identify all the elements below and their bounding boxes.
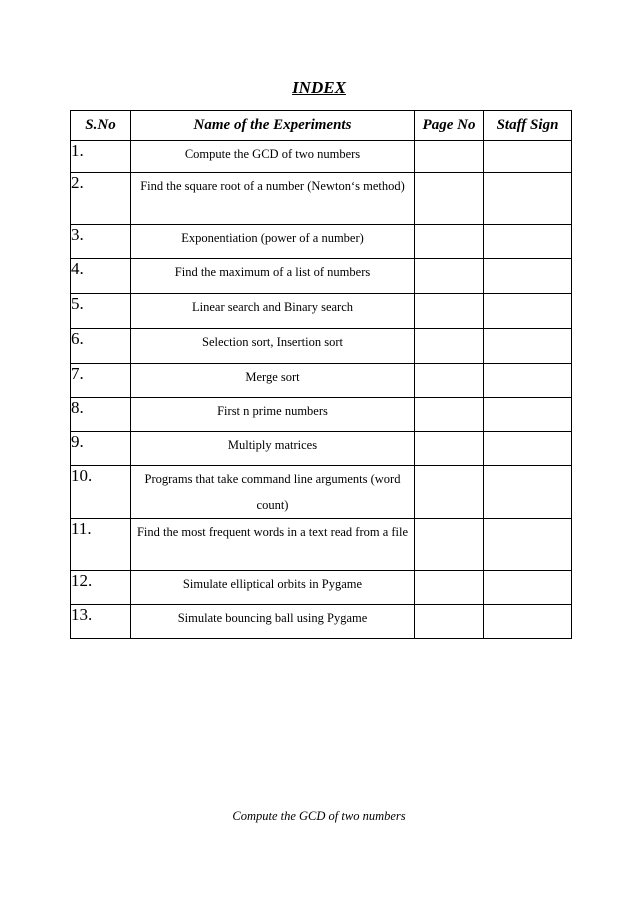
row-experiment-name: Selection sort, Insertion sort <box>131 329 415 364</box>
row-sno: 1. <box>71 141 131 173</box>
row-page-no <box>415 605 484 639</box>
row-page-no <box>415 398 484 432</box>
row-staff-sign <box>484 329 572 364</box>
row-page-no <box>415 173 484 225</box>
table-row <box>71 519 572 571</box>
table-row <box>71 466 572 519</box>
index-table <box>70 110 572 639</box>
row-sno: 5. <box>71 294 131 329</box>
row-sno: 6. <box>71 329 131 364</box>
page-title: INDEX <box>292 78 346 97</box>
row-staff-sign <box>484 173 572 225</box>
row-sno: 9. <box>71 432 131 466</box>
header-name: Name of the Experiments <box>131 111 415 141</box>
row-sno: 10. <box>71 466 131 519</box>
row-page-no <box>415 141 484 173</box>
row-sno: 8. <box>71 398 131 432</box>
table-row <box>71 398 572 432</box>
header-staff-sign: Staff Sign <box>484 111 572 141</box>
page-footer-caption: Compute the GCD of two numbers <box>232 809 406 823</box>
table-row <box>71 571 572 605</box>
row-page-no <box>415 466 484 519</box>
row-experiment-name: Simulate bouncing ball using Pygame <box>131 605 415 639</box>
row-sno: 3. <box>71 225 131 259</box>
row-sno: 13. <box>71 605 131 639</box>
table-row <box>71 605 572 639</box>
table-row <box>71 225 572 259</box>
row-experiment-name: Compute the GCD of two numbers <box>131 141 415 173</box>
row-page-no <box>415 364 484 398</box>
row-page-no <box>415 294 484 329</box>
row-page-no <box>415 432 484 466</box>
row-experiment-name: Find the maximum of a list of numbers <box>131 259 415 294</box>
table-row <box>71 294 572 329</box>
row-staff-sign <box>484 466 572 519</box>
row-staff-sign <box>484 398 572 432</box>
row-page-no <box>415 519 484 571</box>
row-staff-sign <box>484 364 572 398</box>
row-sno: 12. <box>71 571 131 605</box>
table-row <box>71 259 572 294</box>
row-sno: 4. <box>71 259 131 294</box>
row-staff-sign <box>484 605 572 639</box>
row-page-no <box>415 329 484 364</box>
row-page-no <box>415 571 484 605</box>
row-sno: 7. <box>71 364 131 398</box>
row-experiment-name: Linear search and Binary search <box>131 294 415 329</box>
table-row <box>71 173 572 225</box>
row-staff-sign <box>484 571 572 605</box>
row-staff-sign <box>484 259 572 294</box>
row-experiment-name: Multiply matrices <box>131 432 415 466</box>
row-experiment-name: Find the square root of a number (Newton‘s method) <box>131 173 415 225</box>
row-staff-sign <box>484 225 572 259</box>
header-page-no: Page No <box>415 111 484 141</box>
row-sno: 2. <box>71 173 131 225</box>
row-staff-sign <box>484 432 572 466</box>
table-row <box>71 432 572 466</box>
row-staff-sign <box>484 519 572 571</box>
row-experiment-name: Programs that take command line arguments (word count) <box>131 466 415 519</box>
header-sno: S.No <box>71 111 131 141</box>
row-staff-sign <box>484 294 572 329</box>
row-experiment-name: First n prime numbers <box>131 398 415 432</box>
row-staff-sign <box>484 141 572 173</box>
row-page-no <box>415 259 484 294</box>
row-sno: 11. <box>71 519 131 571</box>
row-experiment-name: Find the most frequent words in a text read from a file <box>131 519 415 571</box>
header-row <box>71 111 572 141</box>
row-experiment-name: Merge sort <box>131 364 415 398</box>
row-experiment-name: Simulate elliptical orbits in Pygame <box>131 571 415 605</box>
table-row <box>71 329 572 364</box>
row-experiment-name: Exponentiation (power of a number) <box>131 225 415 259</box>
table-row <box>71 141 572 173</box>
table-row <box>71 364 572 398</box>
row-page-no <box>415 225 484 259</box>
